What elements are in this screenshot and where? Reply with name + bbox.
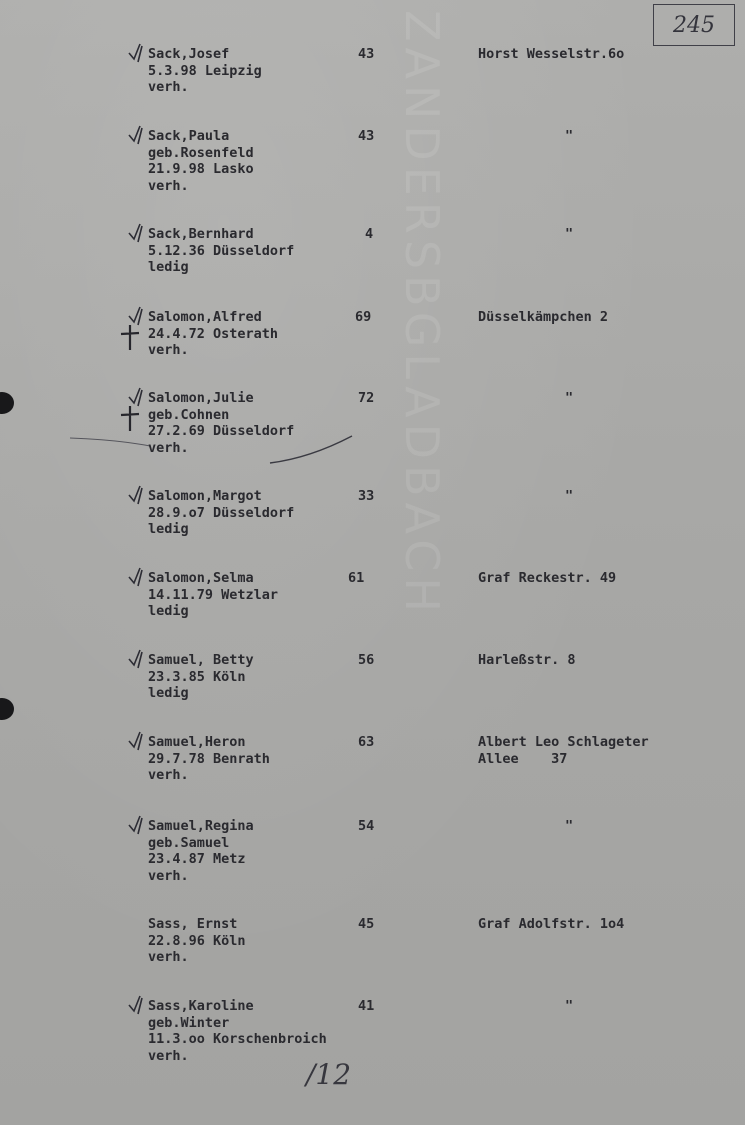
checkmark-icon [126, 222, 150, 244]
person-detail-line: verh. [148, 767, 189, 784]
checkmark-icon [126, 124, 150, 146]
person-name: Sass, Ernst [148, 916, 238, 932]
person-name: Salomon,Alfred [148, 309, 262, 325]
punch-hole [0, 392, 14, 414]
person-age: 61 [348, 570, 365, 586]
page-number: 245 [653, 4, 735, 46]
deceased-cross-icon [119, 404, 141, 432]
person-details [148, 734, 270, 784]
person-age: 45 [358, 916, 375, 932]
person-detail-line: ledig [148, 685, 189, 702]
checkmark-icon [126, 484, 150, 506]
person-detail-line: 11.3.oo Korschenbroich [148, 1031, 327, 1048]
person-age: 43 [358, 128, 375, 144]
checkmark-icon [126, 566, 150, 588]
person-name: Sass,Karoline [148, 998, 254, 1014]
person-detail-line: geb.Rosenfeld [148, 144, 254, 161]
person-address: " [565, 226, 574, 242]
person-detail-line: 29.7.78 Benrath [148, 750, 270, 767]
person-age: 56 [358, 652, 375, 668]
person-detail-line: geb.Cohnen [148, 406, 230, 423]
person-detail-line: 5.12.36 Düsseldorf [148, 242, 295, 259]
person-address: Albert Leo Schlageter Allee 37 [478, 734, 649, 767]
person-detail-line: verh. [148, 439, 189, 456]
person-details [148, 46, 262, 96]
person-address: Graf Reckestr. 49 [478, 570, 617, 586]
person-address: " [565, 488, 574, 504]
person-address: Düsselkämpchen 2 [478, 309, 609, 325]
punch-hole [0, 698, 14, 720]
person-age: 33 [358, 488, 375, 504]
person-detail-line: 27.2.69 Düsseldorf [148, 423, 295, 440]
person-detail-line: verh. [148, 867, 189, 884]
person-detail-line: verh. [148, 342, 189, 359]
checkmark-icon [126, 994, 150, 1016]
person-details [148, 570, 278, 620]
person-detail-line: geb.Samuel [148, 834, 230, 851]
person-age: 63 [358, 734, 375, 750]
person-name: Salomon,Margot [148, 488, 262, 504]
person-address: Horst Wesselstr.6o [478, 46, 625, 62]
person-name: Salomon,Julie [148, 390, 254, 406]
person-detail-line: 24.4.72 Osterath [148, 325, 279, 342]
person-detail-line: verh. [148, 949, 189, 966]
person-detail-line: ledig [148, 259, 189, 276]
person-address: " [565, 818, 574, 834]
person-detail-line: 23.3.85 Köln [148, 668, 246, 685]
person-details [148, 128, 254, 194]
person-name: Samuel,Heron [148, 734, 246, 750]
person-address: " [565, 128, 574, 144]
person-detail-line: ledig [148, 521, 189, 538]
person-detail-line: 23.4.87 Metz [148, 851, 246, 868]
watermark: ZANDERSBGLADBACH [395, 10, 449, 618]
person-details [148, 309, 278, 359]
person-detail-line: geb.Winter [148, 1014, 230, 1031]
person-detail-line: verh. [148, 177, 189, 194]
folio-mark: /12 [306, 1058, 352, 1091]
person-age: 4 [365, 226, 374, 242]
person-detail-line: 5.3.98 Leipzig [148, 62, 262, 79]
person-address: " [565, 390, 574, 406]
person-name: Sack,Josef [148, 46, 230, 62]
deceased-cross-icon [119, 323, 141, 351]
person-age: 54 [358, 818, 375, 834]
person-detail-line: verh. [148, 1047, 189, 1064]
person-age: 41 [358, 998, 375, 1014]
person-details [148, 390, 294, 456]
checkmark-icon [126, 730, 150, 752]
person-details [148, 652, 254, 702]
person-name: Salomon,Selma [148, 570, 254, 586]
checkmark-icon [126, 814, 150, 836]
person-age: 69 [355, 309, 372, 325]
person-name: Samuel,Regina [148, 818, 254, 834]
person-details [148, 226, 294, 276]
person-detail-line: 22.8.96 Köln [148, 932, 246, 949]
person-address: Harleßstr. 8 [478, 652, 576, 668]
person-details [148, 916, 246, 966]
person-name: Samuel, Betty [148, 652, 254, 668]
person-address: " [565, 998, 574, 1014]
person-detail-line: ledig [148, 603, 189, 620]
person-details [148, 998, 327, 1064]
person-age: 72 [358, 390, 375, 406]
checkmark-icon [126, 42, 150, 64]
person-age: 43 [358, 46, 375, 62]
person-name: Sack,Bernhard [148, 226, 254, 242]
person-detail-line: 28.9.o7 Düsseldorf [148, 504, 295, 521]
person-details [148, 818, 254, 884]
person-name: Sack,Paula [148, 128, 230, 144]
person-details [148, 488, 294, 538]
checkmark-icon [126, 648, 150, 670]
person-detail-line: 14.11.79 Wetzlar [148, 586, 279, 603]
person-address: Graf Adolfstr. 1o4 [478, 916, 625, 932]
person-detail-line: verh. [148, 79, 189, 96]
person-detail-line: 21.9.98 Lasko [148, 161, 254, 178]
